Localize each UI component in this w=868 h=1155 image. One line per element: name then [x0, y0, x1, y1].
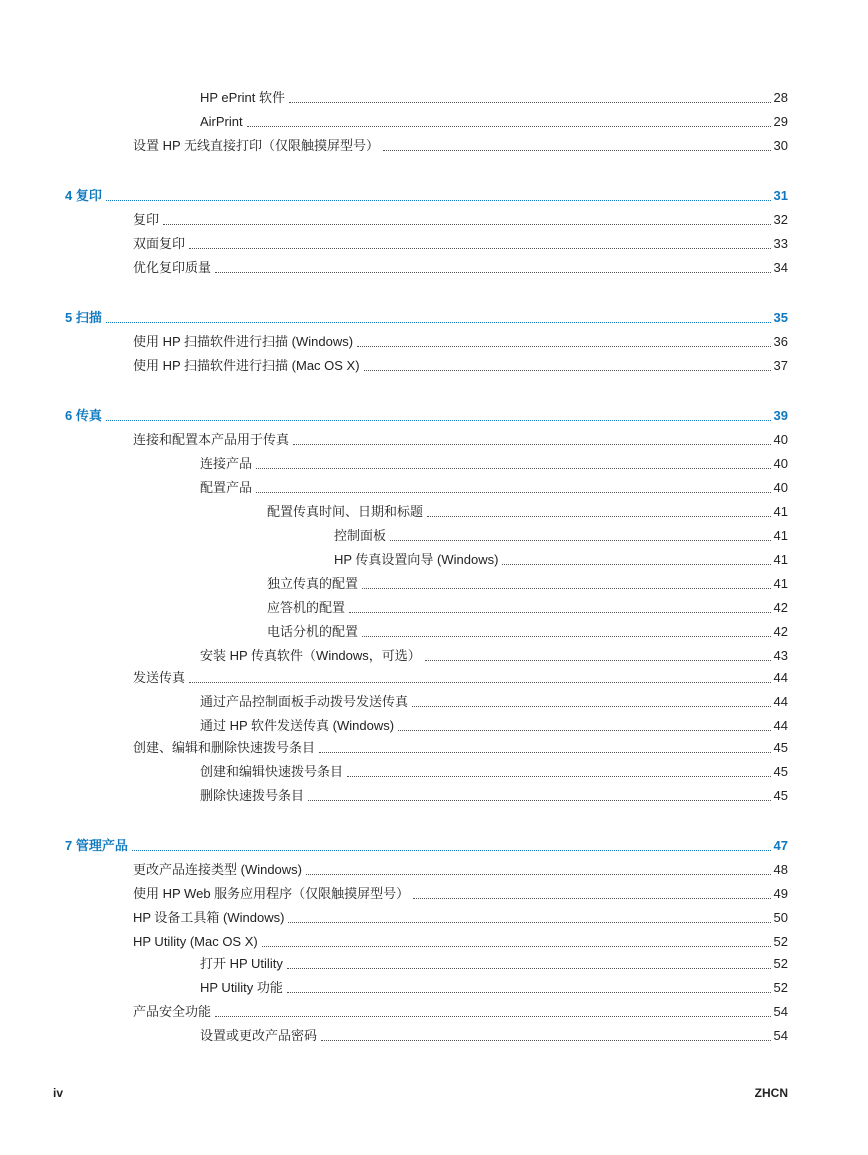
toc-entry[interactable]	[200, 976, 788, 996]
toc-entry-title: HP 传真设置向导 (Windows)	[334, 552, 499, 567]
toc-entry-title: 配置传真时间、日期和标题	[267, 504, 424, 519]
toc-entry[interactable]	[267, 620, 788, 640]
toc-entry[interactable]	[200, 476, 788, 496]
toc-entry-title: 发送传真	[133, 670, 186, 685]
toc-entry-title: HP 设备工具箱 (Windows)	[133, 910, 285, 925]
dot-leader	[247, 126, 771, 127]
toc-entry[interactable]	[133, 858, 788, 878]
toc-entry[interactable]	[133, 208, 788, 228]
toc-entry[interactable]	[133, 134, 788, 154]
dot-leader	[288, 922, 770, 923]
toc-entry-title: 安装 HP 传真软件（Windows，可选）	[200, 648, 421, 663]
dot-leader	[106, 200, 771, 201]
toc-entry-page: 45	[773, 764, 788, 779]
toc-entry[interactable]	[200, 86, 788, 106]
toc-entry-title: 通过产品控制面板手动拨号发送传真	[200, 694, 409, 709]
toc-entry-page: 31	[773, 188, 788, 203]
toc-entry-title: 连接和配置本产品用于传真	[133, 432, 290, 447]
toc-entry-page: 52	[773, 956, 788, 971]
toc-entry-page: 41	[773, 552, 788, 567]
dot-leader	[412, 706, 771, 707]
toc-entry-title: 设置 HP 无线直接打印（仅限触摸屏型号）	[133, 138, 380, 153]
dot-leader	[390, 540, 771, 541]
toc-entry[interactable]	[133, 882, 788, 902]
toc-chapter-entry[interactable]	[65, 404, 788, 424]
toc-entry-page: 52	[773, 980, 788, 995]
toc-entry-title: 4 复印	[65, 188, 102, 203]
toc-entry-title: 打开 HP Utility	[200, 956, 283, 971]
toc-entry-title: 使用 HP 扫描软件进行扫描 (Windows)	[133, 334, 354, 349]
toc-entry-page: 54	[773, 1028, 788, 1043]
toc-entry-page: 41	[773, 528, 788, 543]
toc-entry-title: 连接产品	[200, 456, 253, 471]
toc-entry-page: 45	[773, 740, 788, 755]
toc-entry[interactable]	[200, 714, 788, 734]
toc-entry-title: 删除快速拨号条目	[200, 788, 305, 803]
toc-entry-page: 42	[773, 624, 788, 639]
toc-entry[interactable]	[267, 500, 788, 520]
toc-entry-page: 42	[773, 600, 788, 615]
toc-entry-page: 36	[773, 334, 788, 349]
toc-entry-title: 独立传真的配置	[267, 576, 359, 591]
toc-chapter-entry[interactable]	[65, 184, 788, 204]
toc-entry-page: 39	[773, 408, 788, 423]
toc-entry-title: 通过 HP 软件发送传真 (Windows)	[200, 718, 395, 733]
toc-entry-title: 设置或更改产品密码	[200, 1028, 318, 1043]
dot-leader	[362, 588, 771, 589]
toc-entry-title: 控制面板	[334, 528, 387, 543]
toc-entry-title: 双面复印	[133, 236, 186, 251]
dot-leader	[347, 776, 771, 777]
toc-entry-page: 30	[773, 138, 788, 153]
dot-leader	[189, 682, 771, 683]
toc-entry[interactable]	[200, 452, 788, 472]
toc-entry-page: 44	[773, 694, 788, 709]
dot-leader	[287, 968, 771, 969]
dot-leader	[321, 1040, 771, 1041]
dot-leader	[308, 800, 771, 801]
toc-entry[interactable]	[133, 930, 788, 950]
toc-entry-page: 54	[773, 1004, 788, 1019]
toc-entry-title: HP Utility 功能	[200, 980, 283, 995]
dot-leader	[413, 898, 770, 899]
toc-entry-page: 43	[773, 648, 788, 663]
toc-entry-page: 50	[773, 910, 788, 925]
toc-entry[interactable]	[267, 572, 788, 592]
dot-leader	[502, 564, 770, 565]
toc-entry-title: 5 扫描	[65, 310, 102, 325]
toc-entry-page: 44	[773, 670, 788, 685]
toc-entry[interactable]	[200, 784, 788, 804]
toc-entry[interactable]	[133, 428, 788, 448]
toc-entry-page: 40	[773, 480, 788, 495]
toc-entry[interactable]	[133, 256, 788, 276]
toc-entry-title: 产品安全功能	[133, 1004, 212, 1019]
dot-leader	[362, 636, 771, 637]
dot-leader	[215, 272, 771, 273]
toc-entry-page: 28	[773, 90, 788, 105]
dot-leader	[306, 874, 771, 875]
toc-entry-title: 优化复印质量	[133, 260, 212, 275]
toc-entry-page: 41	[773, 576, 788, 591]
dot-leader	[163, 224, 771, 225]
toc-entry-page: 48	[773, 862, 788, 877]
toc-entry[interactable]	[133, 736, 788, 756]
toc-entry-title: HP Utility (Mac OS X)	[133, 934, 258, 949]
toc-entry-title: 7 管理产品	[65, 838, 128, 853]
dot-leader	[398, 730, 770, 731]
toc-entry[interactable]	[200, 760, 788, 780]
dot-leader	[293, 444, 771, 445]
toc-entry[interactable]	[200, 644, 788, 664]
toc-entry-title: 配置产品	[200, 480, 253, 495]
dot-leader	[287, 992, 771, 993]
toc-entry[interactable]	[200, 690, 788, 710]
dot-leader	[383, 150, 770, 151]
toc-entry-page: 33	[773, 236, 788, 251]
toc-entry[interactable]	[133, 232, 788, 252]
dot-leader	[256, 468, 771, 469]
toc-entry-title: 6 传真	[65, 408, 102, 423]
dot-leader	[357, 346, 770, 347]
toc-entry-page: 49	[773, 886, 788, 901]
dot-leader	[262, 946, 771, 947]
toc-entry-page: 35	[773, 310, 788, 325]
toc-entry-page: 32	[773, 212, 788, 227]
toc-entry-title: HP ePrint 软件	[200, 90, 286, 105]
toc-entry[interactable]	[334, 524, 788, 544]
dot-leader	[289, 102, 771, 103]
toc-entry[interactable]	[133, 354, 788, 374]
toc-entry-title: AirPrint	[200, 114, 243, 129]
dot-leader	[106, 322, 771, 323]
toc-entry-page: 47	[773, 838, 788, 853]
toc-entry[interactable]	[200, 110, 788, 130]
dot-leader	[132, 850, 771, 851]
toc-entry[interactable]	[133, 330, 788, 350]
dot-leader	[427, 516, 771, 517]
toc-entry[interactable]	[133, 666, 788, 686]
toc-entry-page: 34	[773, 260, 788, 275]
dot-leader	[364, 370, 771, 371]
footer-page-number: iv	[53, 1086, 64, 1100]
toc-entry-page: 45	[773, 788, 788, 803]
toc-entry-page: 40	[773, 456, 788, 471]
toc-entry-title: 使用 HP 扫描软件进行扫描 (Mac OS X)	[133, 358, 360, 373]
toc-chapter-entry[interactable]	[65, 834, 788, 854]
toc-chapter-entry[interactable]	[65, 306, 788, 326]
dot-leader	[189, 248, 771, 249]
toc-entry-title: 电话分机的配置	[267, 624, 359, 639]
dot-leader	[215, 1016, 771, 1017]
toc-entry-page: 41	[773, 504, 788, 519]
dot-leader	[256, 492, 771, 493]
toc-entry-page: 52	[773, 934, 788, 949]
toc-entry[interactable]	[133, 1000, 788, 1020]
toc-entry-title: 更改产品连接类型 (Windows)	[133, 862, 303, 877]
footer-locale: ZHCN	[754, 1086, 788, 1100]
toc-entry[interactable]	[200, 952, 788, 972]
toc-entry-page: 40	[773, 432, 788, 447]
toc-entry[interactable]	[133, 906, 788, 926]
toc-entry-page: 37	[773, 358, 788, 373]
toc-entry-title: 复印	[133, 212, 160, 227]
dot-leader	[319, 752, 771, 753]
toc-entry[interactable]	[200, 1024, 788, 1044]
toc-entry-title: 使用 HP Web 服务应用程序（仅限触摸屏型号）	[133, 886, 410, 901]
toc-entry-title: 创建和编辑快速拨号条目	[200, 764, 344, 779]
toc-entry-title: 创建、编辑和删除快速拨号条目	[133, 740, 316, 755]
dot-leader	[349, 612, 771, 613]
toc-entry[interactable]	[267, 596, 788, 616]
toc-entry-page: 29	[773, 114, 788, 129]
toc-entry[interactable]	[334, 548, 788, 568]
dot-leader	[425, 660, 771, 661]
toc-entry-page: 44	[773, 718, 788, 733]
toc-entry-title: 应答机的配置	[267, 600, 346, 615]
dot-leader	[106, 420, 771, 421]
